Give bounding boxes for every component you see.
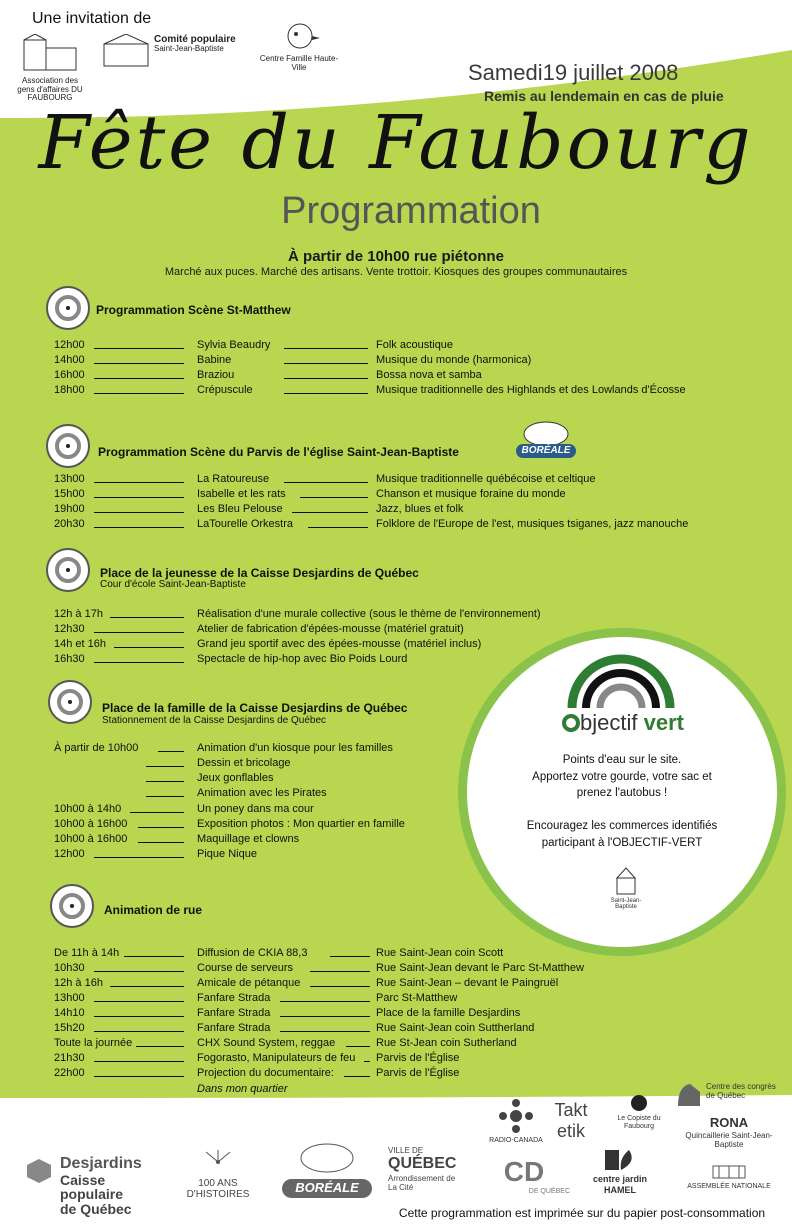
logo-association-text: Association des gens d'affaires DU FAUBOURG [17, 75, 83, 103]
page-title: Fête du Faubourg [38, 100, 754, 186]
row-line [310, 971, 370, 972]
row-line [124, 956, 184, 957]
row-time: 14h00 [54, 354, 85, 366]
row-line [130, 812, 184, 813]
row-line [94, 527, 184, 528]
row-line [136, 1046, 184, 1047]
row-time: 13h00 [54, 992, 85, 1004]
row-name: Spectacle de hip-hop avec Bio Poids Lourd [197, 653, 408, 665]
assemblee-text: ASSEMBLÉE NATIONALE [687, 1183, 771, 1191]
row-line [344, 1076, 370, 1077]
objectif-vert-line: Points d'eau sur le site. [562, 754, 682, 766]
boreale-label: BORÉALE [521, 445, 571, 456]
boreale-sponsor-logo [514, 414, 578, 462]
page-subtitle: Programmation [281, 190, 541, 232]
assemblee-nationale-logo [684, 1160, 774, 1191]
row-time: De 11h à 14h [54, 947, 120, 959]
row-line [284, 378, 368, 379]
objectif-vert-logo-word: vert [643, 710, 684, 735]
house-icon [102, 34, 150, 68]
documentary-title: Dans mon quartier [197, 1083, 288, 1095]
objectif-vert-spacer [500, 802, 744, 818]
row-line [284, 393, 368, 394]
centre-congres-logo [676, 1082, 786, 1100]
row-line [94, 971, 184, 972]
row-name: Animation d'un kiosque pour les familles [197, 742, 393, 754]
row-line [94, 857, 184, 858]
row-name: Les Bleu Pelouse [197, 503, 283, 515]
row-line [280, 1016, 370, 1017]
quebec-text: QUÉBEC [388, 1155, 457, 1173]
objectif-vert-line: prenez l'autobus ! [576, 787, 668, 800]
row-desc: Musique du monde (harmonica) [376, 354, 532, 366]
row-line [138, 842, 184, 843]
objectif-vert-line: Apportez votre gourde, votre sac et [532, 770, 712, 783]
event-date: Samedi19 juillet 2008 [468, 60, 679, 85]
row-desc: Parc St-Matthew [376, 992, 458, 1004]
row-line [146, 766, 184, 767]
objectif-vert-line: participant à l'OBJECTIF-VERT [541, 836, 703, 849]
row-name: Grand jeu sportif avec des épées-mousse (matériel inclus) [197, 638, 482, 650]
row-desc: Folk acoustique [376, 339, 454, 351]
row-time: 10h00 à 14h0 [54, 803, 122, 815]
row-name: Fanfare Strada [197, 1022, 271, 1034]
fireworks-icon [188, 1150, 248, 1174]
objectif-vert-text [500, 752, 744, 851]
row-line [284, 348, 368, 349]
cd-quebec-logo [478, 1156, 570, 1196]
row-desc: Folklore de l'Europe de l'est, musiques tsiganes, jazz manouche [376, 518, 689, 530]
row-desc: Musique traditionnelle québécoise et celtique [376, 473, 596, 485]
row-line [300, 497, 368, 498]
row-name: Dessin et bricolage [197, 757, 291, 769]
row-line [110, 617, 184, 618]
row-time: 16h30 [54, 653, 85, 665]
invite-text: Une invitation de [32, 10, 152, 27]
logo-comite-sub: Saint-Jean-Baptiste [154, 44, 224, 53]
row-time: 12h à 16h [54, 977, 103, 989]
section-title: Place de la famille de la Caisse Desjardins de Québec [102, 701, 408, 715]
row-name: Course de serveurs [197, 962, 293, 974]
row-line [310, 986, 370, 987]
target-icon [46, 424, 90, 468]
desjardins-sub1: Caisse populaire [60, 1171, 124, 1203]
logo-centre-famille-text: Centre Famille Haute-Ville [259, 53, 339, 72]
row-name: Sylvia Beaudry [197, 339, 271, 351]
row-desc: Rue St-Jean coin Sutherland [376, 1037, 517, 1049]
row-line [280, 1001, 370, 1002]
logo-comite [102, 34, 252, 68]
row-line [280, 1031, 370, 1032]
row-line [284, 482, 368, 483]
row-line [94, 662, 184, 663]
logo-association [14, 34, 86, 103]
boreale-footer-label: BORÉALE [282, 1179, 372, 1198]
row-line [94, 497, 184, 498]
church-icon [611, 866, 641, 896]
row-time: 14h10 [54, 1007, 85, 1019]
row-desc: Rue Saint-Jean coin Suttherland [376, 1022, 535, 1034]
logo-centre-famille [254, 12, 344, 72]
paper-notice: Cette programmation est imprimée sur du papier post-consommation [398, 1206, 766, 1220]
row-name: Un poney dans ma cour [197, 803, 314, 815]
row-name: Animation avec les Pirates [197, 787, 327, 799]
leaf-icon [603, 1148, 637, 1172]
row-line [94, 1031, 184, 1032]
objectif-vert-logo-prefix: bjectif [580, 710, 638, 735]
row-line [346, 1046, 370, 1047]
row-name: Réalisation d'une murale collective (sous le thème de l'environnement) [197, 608, 541, 620]
row-line [94, 1001, 184, 1002]
row-name: Isabelle et les rats [197, 488, 286, 500]
row-name: Jeux gonflables [197, 772, 274, 784]
cd-logo-text: CD [503, 1156, 545, 1187]
hamel-logo [590, 1148, 650, 1195]
row-name: La Ratoureuse [197, 473, 270, 485]
row-time: 10h00 à 16h00 [54, 833, 128, 845]
target-icon [46, 286, 90, 330]
boreale-footer-logo [282, 1140, 372, 1198]
row-line [94, 1016, 184, 1017]
ville-quebec-logo [388, 1146, 468, 1192]
row-time: 10h30 [54, 962, 85, 974]
section-title: Place de la jeunesse de la Caisse Desjardins de Québec [100, 566, 419, 580]
desjardins-logo [26, 1156, 166, 1217]
row-desc: Chanson et musique foraine du monde [376, 488, 566, 500]
cent-ans-text: 100 ANS D'HISTOIRES [186, 1177, 250, 1200]
row-name: Amicale de pétanque [197, 977, 301, 989]
objectif-vert-arcs-icon [566, 646, 676, 710]
cd-logo-sub: DE QUÉBEC [528, 1188, 570, 1196]
row-time: 21h30 [54, 1052, 85, 1064]
row-time: 12h00 [54, 339, 85, 351]
row-line [94, 482, 184, 483]
row-name: Projection du documentaire: [197, 1067, 334, 1079]
section-subtitle: Stationnement de la Caisse Desjardins de Québec [102, 715, 327, 726]
row-name: Atelier de fabrication d'épées-mousse (matériel gratuit) [197, 623, 464, 635]
ville-de-text: VILLE DE [388, 1146, 424, 1155]
row-desc: Parvis de l'Église [376, 1067, 460, 1079]
row-time: 16h00 [54, 369, 85, 381]
row-line [284, 363, 368, 364]
logo-comite-name: Comité populaire [154, 34, 236, 45]
row-desc: Rue Saint-Jean devant le Parc St-Matthew [376, 962, 584, 974]
row-time: Toute la journée [54, 1037, 133, 1049]
row-line [94, 512, 184, 513]
row-line [138, 827, 184, 828]
target-icon [48, 680, 92, 724]
row-time: 18h00 [54, 384, 85, 396]
row-line [94, 348, 184, 349]
row-line [110, 986, 184, 987]
section-title: Programmation Scène St-Matthew [96, 303, 291, 317]
row-desc: Rue Saint-Jean coin Scott [376, 947, 504, 959]
row-time: 22h00 [54, 1067, 85, 1079]
intro-headline: À partir de 10h00 rue piétonne [288, 248, 504, 265]
row-line [292, 512, 368, 513]
row-name: Maquillage et clowns [197, 833, 300, 845]
desjardins-hexagon-icon [26, 1158, 52, 1184]
objectif-vert-logo [538, 710, 708, 736]
desjardins-sub2: de Québec [60, 1201, 132, 1218]
row-time: 10h00 à 16h00 [54, 818, 128, 830]
hamel-text: centre jardin HAMEL [592, 1174, 648, 1195]
row-line [308, 527, 368, 528]
row-line [94, 363, 184, 364]
row-time: 12h00 [54, 848, 85, 860]
row-desc: Jazz, blues et folk [376, 503, 464, 515]
cent-ans-logo [172, 1150, 264, 1201]
rona-name: RONA [709, 1115, 749, 1130]
congres-text: Centre des congrès de Québec [706, 1082, 776, 1101]
row-time: 12h à 17h [54, 608, 103, 620]
row-time: 12h30 [54, 623, 85, 635]
bird-icon [274, 12, 324, 52]
objectif-o-icon [562, 714, 580, 732]
copiste-logo [612, 1094, 666, 1131]
la-cite-text: La Cité [388, 1182, 414, 1192]
row-time: 13h00 [54, 473, 85, 485]
row-name: LaTourelle Orkestra [197, 518, 293, 530]
rain-note: Remis au lendemain en cas de pluie [484, 88, 724, 104]
row-line [94, 632, 184, 633]
arrondissement-text: Arrondissement de [388, 1173, 456, 1183]
row-desc: Musique traditionnelle des Highlands et des Lowlands d'Écosse [376, 384, 686, 396]
row-name: Diffusion de CKIA 88,3 [197, 947, 308, 959]
row-desc: Place de la famille Desjardins [376, 1007, 521, 1019]
rona-sub: Quincaillerie Saint-Jean-Baptiste [685, 1130, 773, 1150]
row-time: 15h00 [54, 488, 85, 500]
row-name: Fogorasto, Manipulateurs de feu [197, 1052, 356, 1064]
row-time: 14h et 16h [54, 638, 106, 650]
parliament-icon [709, 1160, 749, 1180]
row-time: 19h00 [54, 503, 85, 515]
row-name: Fanfare Strada [197, 992, 271, 1004]
row-name: Exposition photos : Mon quartier en famille [197, 818, 405, 830]
row-line [94, 1061, 184, 1062]
section-subtitle: Cour d'école Saint-Jean-Baptiste [100, 579, 246, 590]
row-line [330, 956, 370, 957]
objectif-vert-small-logo [606, 866, 646, 910]
copiste-blob-icon [629, 1094, 649, 1112]
section-title: Programmation Scène du Parvis de l'église Saint-Jean-Baptiste [98, 445, 459, 459]
row-line [158, 751, 184, 752]
row-name: Babine [197, 354, 232, 366]
radio-canada-text: RADIO-CANADA [489, 1137, 543, 1145]
objectif-vert-small-logo-text: Saint-Jean-Baptiste [610, 898, 642, 910]
desjardins-name: Desjardins [60, 1155, 142, 1172]
row-name: Pique Nique [197, 848, 257, 860]
row-line [94, 378, 184, 379]
row-desc: Rue Saint-Jean – devant le Paingruël [376, 977, 559, 989]
row-line [146, 781, 184, 782]
row-line [364, 1061, 370, 1062]
row-time: À partir de 10h00 [54, 742, 139, 754]
row-line [94, 1076, 184, 1077]
row-name: Crépuscule [197, 384, 253, 396]
row-time: 20h30 [54, 518, 85, 530]
copiste-text: Le Copiste du Faubourg [617, 1115, 661, 1131]
row-name: Fanfare Strada [197, 1007, 271, 1019]
row-desc: Parvis de l'Église [376, 1052, 460, 1064]
rona-logo [684, 1116, 774, 1149]
row-line [94, 393, 184, 394]
row-name: Braziou [197, 369, 235, 381]
target-icon [46, 548, 90, 592]
target-icon [50, 884, 94, 928]
section-title: Animation de rue [104, 903, 203, 917]
building-icon [14, 34, 86, 74]
takt-etik-logo: Takt etik [554, 1100, 588, 1141]
objectif-vert-line: Encouragez les commerces identifiés [526, 820, 718, 833]
congres-icon [676, 1082, 702, 1108]
row-name: CHX Sound System, reggae [197, 1037, 336, 1049]
radio-canada-logo [488, 1098, 544, 1145]
polar-bear-icon [292, 1140, 362, 1174]
row-desc: Bossa nova et samba [376, 369, 482, 381]
row-line [146, 796, 184, 797]
intro-subline: Marché aux puces. Marché des artisans. Vente trottoir. Kiosques des groupes communautaires [164, 266, 628, 278]
radio-canada-gem-icon [496, 1098, 536, 1134]
row-time: 15h20 [54, 1022, 85, 1034]
row-line [114, 647, 184, 648]
